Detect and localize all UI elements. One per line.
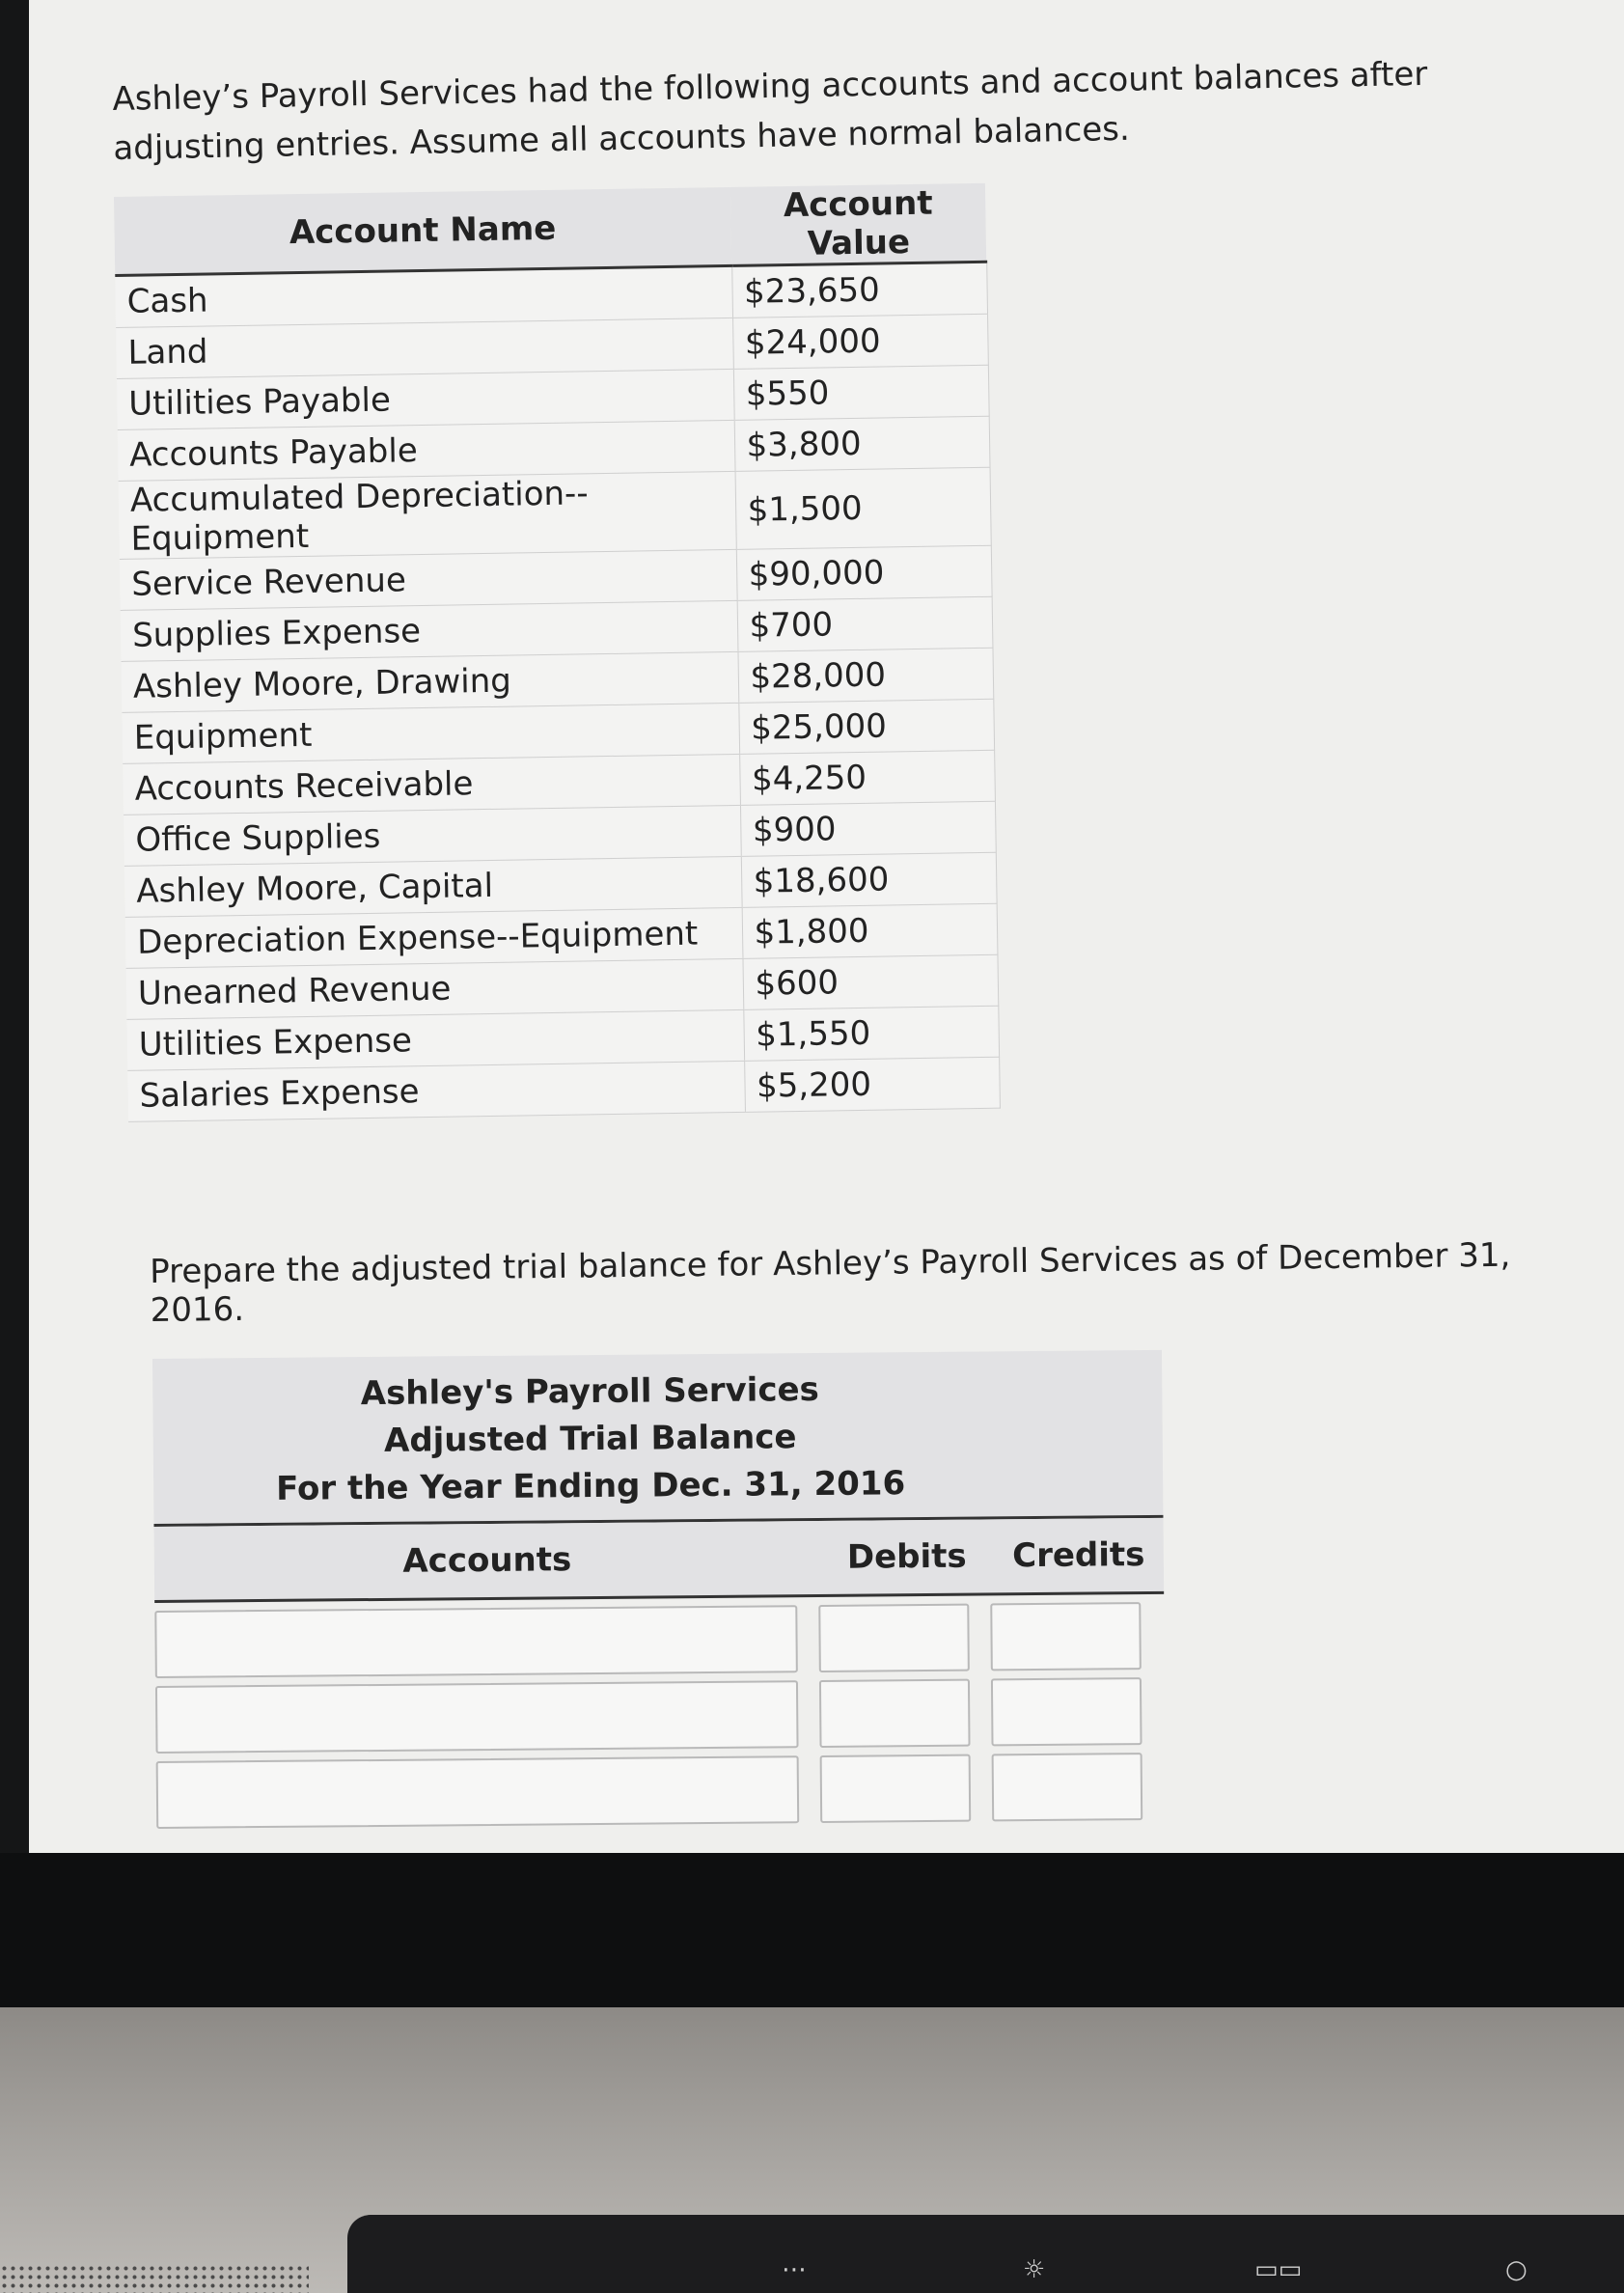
account-value-cell: $700 [737, 596, 993, 651]
statement-title: Adjusted Trial Balance [383, 1418, 797, 1460]
brightness-up-icon: ☼ [1023, 2255, 1046, 2284]
account-name-cell: Utilities Expense [126, 1009, 744, 1070]
account-value-cell: $1,800 [742, 903, 998, 958]
account-value-header: Account Value [730, 183, 986, 266]
speaker-grille [0, 2264, 309, 2293]
account-name-cell: Accumulated Depreciation--Equipment [119, 471, 736, 559]
trial-balance-row [155, 1677, 1166, 1754]
account-name-cell: Salaries Expense [127, 1061, 745, 1121]
account-input[interactable] [155, 1680, 799, 1754]
account-value-cell: $600 [742, 954, 998, 1009]
account-value-cell: $4,250 [739, 750, 995, 805]
account-value-cell: $23,650 [731, 262, 987, 318]
credits-column-header: Credits [1012, 1535, 1145, 1576]
account-value-cell: $5,200 [744, 1057, 1000, 1112]
table-row [119, 467, 991, 559]
power-icon: ○ [1505, 2255, 1528, 2284]
brightness-down-icon: ⋯ [782, 2255, 807, 2284]
account-name-cell: Equipment [122, 703, 739, 763]
account-name-cell: Depreciation Expense--Equipment [125, 907, 743, 968]
trial-balance-worksheet [152, 1350, 1166, 1829]
account-name-cell: Ashley Moore, Drawing [122, 651, 739, 712]
account-value-cell: $1,500 [735, 467, 991, 549]
account-name-header: Account Name [114, 187, 731, 276]
account-name-cell: Supplies Expense [121, 600, 738, 661]
trial-balance-row [156, 1753, 1167, 1829]
account-value-cell: $1,550 [743, 1006, 999, 1061]
statement-period: For the Year Ending Dec. 31, 2016 [276, 1464, 906, 1508]
company-name: Ashley's Payroll Services [360, 1369, 819, 1414]
account-name-cell: Accounts Receivable [123, 754, 740, 815]
browser-viewport [29, 0, 1624, 1853]
problem-prompt: Prepare the adjusted trial balance for Ashley’s Payroll Services as of December 31, 2016. [150, 1235, 1511, 1330]
accounts-table [114, 183, 1000, 1122]
credit-input[interactable] [992, 1753, 1143, 1821]
debit-input[interactable] [820, 1754, 972, 1823]
account-name-cell: Unearned Revenue [126, 958, 744, 1019]
account-name-cell: Utilities Payable [117, 369, 734, 429]
account-name-cell: Service Revenue [120, 549, 737, 610]
mission-control-icon: ▭▭ [1254, 2255, 1303, 2284]
account-name-cell: Office Supplies [124, 805, 741, 866]
trial-balance-heading [152, 1350, 1163, 1527]
account-value-cell: $900 [740, 801, 996, 856]
problem-intro: Ashley’s Payroll Services had the following accounts and account balances after adjusting entries. Assume all accounts have normal balances. [112, 54, 1428, 168]
credit-input[interactable] [991, 1677, 1142, 1746]
monitor-bezel [0, 1853, 1624, 2007]
account-value-cell: $24,000 [732, 314, 988, 369]
credit-input[interactable] [990, 1602, 1142, 1671]
account-input[interactable] [156, 1755, 800, 1829]
trial-balance-row [154, 1602, 1165, 1678]
trial-balance-column-headers [154, 1518, 1165, 1603]
account-name-cell: Accounts Payable [118, 420, 735, 481]
accounts-column-header: Accounts [402, 1540, 572, 1581]
account-value-cell: $90,000 [736, 545, 992, 600]
debit-input[interactable] [818, 1604, 970, 1672]
debits-column-header: Debits [846, 1536, 967, 1577]
account-value-cell: $3,800 [734, 416, 990, 471]
account-value-cell: $25,000 [738, 699, 994, 754]
account-value-cell: $28,000 [737, 648, 993, 703]
account-name-cell: Cash [115, 265, 732, 327]
account-input[interactable] [154, 1605, 798, 1678]
account-name-cell: Land [116, 318, 733, 378]
debit-input[interactable] [819, 1679, 971, 1748]
accounts-table-header-row [114, 183, 986, 276]
account-value-cell: $550 [733, 365, 989, 420]
account-value-cell: $18,600 [741, 852, 997, 907]
account-name-cell: Ashley Moore, Capital [124, 856, 742, 917]
keyboard-edge [347, 2215, 1624, 2293]
